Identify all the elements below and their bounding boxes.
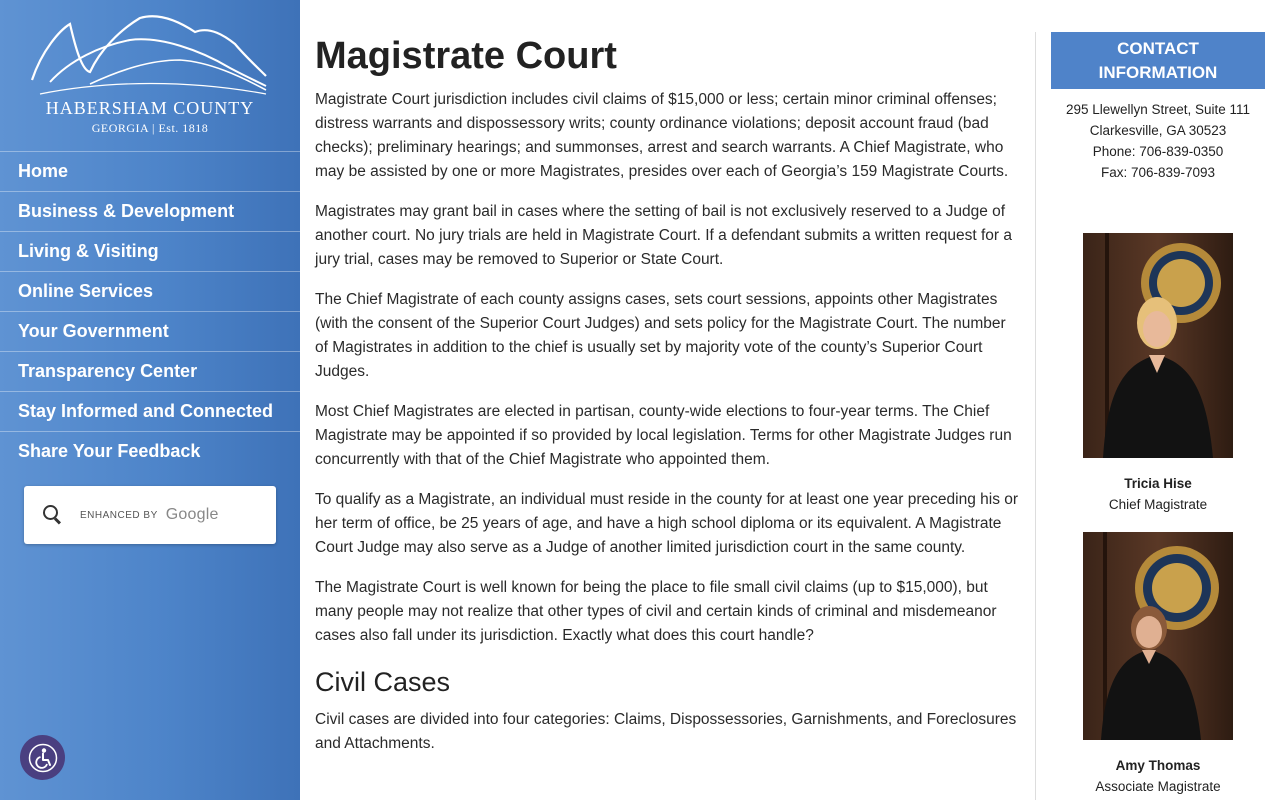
nav-item-living-visiting[interactable]: Living & Visiting [0, 231, 300, 271]
portrait-image [1083, 532, 1233, 740]
nav-item-online-services[interactable]: Online Services [0, 271, 300, 311]
search-enhanced-label: ENHANCED BY [80, 509, 158, 521]
staff-title-chief: Chief Magistrate [1108, 497, 1208, 512]
portrait-image [1083, 233, 1233, 458]
nav-item-share-feedback[interactable]: Share Your Feedback [0, 431, 300, 471]
sidebar [0, 0, 300, 800]
nav-item-home[interactable]: Home [0, 151, 300, 191]
contact-address-line2: Clarkesville, GA 30523 [1089, 123, 1227, 138]
paragraph-qualifications: To qualify as a Magistrate, an individual must reside in the county for at least one year preceding his or her term of office, be 25 years of age, and have a high school diploma or its equivalent. A Magistrate Court Judge may also serve as a Judge of another limited jurisdiction court in the same county. [315, 491, 1019, 556]
contact-fax: Fax: 706-839-7093 [1100, 165, 1216, 180]
paragraph-elections: Most Chief Magistrates are elected in partisan, county-wide elections to four-year terms. The Chief Magistrate may be appointed if so provided by local legislation. Terms for other Magistrate Judges run concurrently with that of the Chief Magistrate who appointed them. [315, 403, 1012, 468]
nav-item-transparency-center[interactable]: Transparency Center [0, 351, 300, 391]
section-heading-civil-cases: Civil Cases [315, 667, 451, 697]
staff-name-associate: Amy Thomas [1115, 758, 1201, 773]
accessibility-icon [28, 743, 58, 773]
staff-photo-chief [1083, 233, 1233, 463]
mountain-logo-icon [30, 10, 270, 96]
site-search-box[interactable] [24, 486, 276, 544]
main-nav [0, 151, 300, 471]
page-title: Magistrate Court [315, 35, 617, 77]
main-content [315, 30, 1020, 772]
county-subtitle: GEORGIA | Est. 1818 [91, 121, 209, 135]
staff-title-associate: Associate Magistrate [1095, 779, 1221, 794]
accessibility-button[interactable] [20, 735, 65, 780]
nav-item-business-development[interactable]: Business & Development [0, 191, 300, 231]
contact-phone[interactable]: Phone: 706-839-0350 [1092, 144, 1224, 159]
paragraph-small-claims: The Magistrate Court is well known for being the place to file small civil claims (up to $15,000), but many people may not realize that other types of civil and certain kinds of criminal and misdemeanor cases also fall under its jurisdiction. Exactly what does this court handle? [315, 579, 997, 644]
search-input[interactable] [80, 506, 219, 524]
paragraph-civil-cases: Civil cases are divided into four categories: Claims, Dispossessories, Garnishments, and Foreclosures and Attachments. [315, 711, 1017, 752]
contact-heading-line2: INFORMATION [1098, 63, 1218, 82]
paragraph-jurisdiction: Magistrate Court jurisdiction includes civil claims of $15,000 or less; certain minor criminal offenses; distress warrants and dispossessory writs; county ordinance violations; deposit account fraud (bad checks); preliminary hearings; and summonses, arrest and search warrants. A Chief Magistrate, who may be assisted by one or more Magistrates, presides over each of Georgia’s 159 Magistrate Courts. [315, 91, 1009, 180]
contact-address-line1: 295 Llewellyn Street, Suite 111 [1065, 102, 1251, 117]
contact-sidebar [1051, 32, 1265, 183]
nav-item-your-government[interactable]: Your Government [0, 311, 300, 351]
paragraph-bail: Magistrates may grant bail in cases where the setting of bail is not exclusively reserved to a Judge of another court. No jury trials are held in Magistrate Court. If a defendant submits a written request for a jury trial, cases may be removed to Superior or State Court. [315, 203, 1012, 268]
search-brand: Google [165, 506, 219, 523]
search-icon[interactable] [42, 504, 64, 526]
staff-photo-associate [1083, 532, 1233, 745]
county-name: HABERSHAM COUNTY [45, 98, 255, 118]
contact-details [1051, 99, 1265, 183]
contact-heading [1051, 32, 1265, 89]
county-logo[interactable] [20, 10, 280, 140]
nav-item-stay-informed[interactable]: Stay Informed and Connected [0, 391, 300, 431]
column-divider [1035, 32, 1036, 800]
contact-heading-line1: CONTACT [1117, 39, 1199, 58]
staff-name-chief: Tricia Hise [1124, 476, 1192, 491]
paragraph-chief-magistrate: The Chief Magistrate of each county assigns cases, sets court sessions, appoints other Magistrates (with the consent of the Superior Court Judges) and sets policy for the Magistrate Court. The number of Magistrates in addition to the chief is usually set by majority vote of the county’s Superior Court Judges. [315, 291, 1006, 380]
